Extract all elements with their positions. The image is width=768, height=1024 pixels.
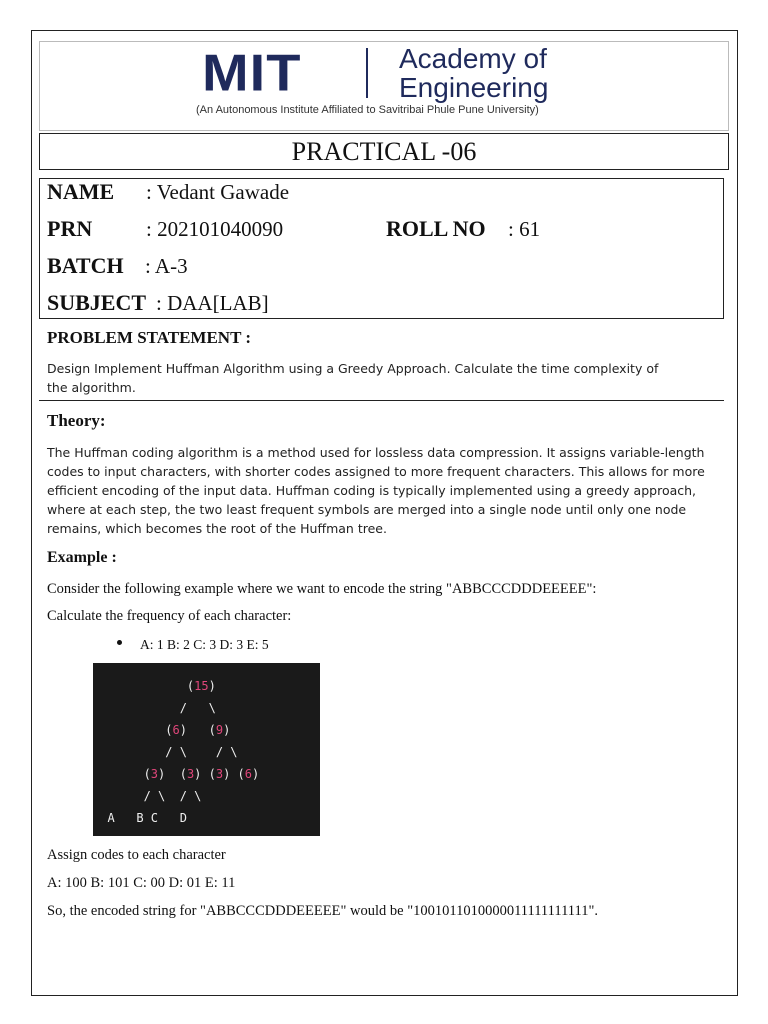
- huffman-tree-ascii: (15) / \ (6) (9) / \ / \ (3) (3) (3) (6) / \ / \ A B C D: [93, 679, 260, 825]
- theory-line: The Huffman coding algorithm is a method used for lossless data compression. It assigns variable-length: [47, 445, 705, 460]
- tree-letters: A B C D: [107, 811, 187, 825]
- codes-text: A: 100 B: 101 C: 00 D: 01 E: 11: [47, 875, 236, 891]
- problem-text: [47, 359, 658, 397]
- batch-label: BATCH: [47, 253, 124, 278]
- institute-affiliation: (An Autonomous Institute Affiliated to Savitribai Phule Pune University): [196, 104, 539, 116]
- theory-heading: Theory:: [47, 411, 106, 430]
- encoded-text: So, the encoded string for "ABBCCCDDDEEEEE" would be "1001011010000011111111111".: [47, 903, 598, 919]
- roll-label: ROLL NO: [386, 216, 486, 241]
- theory-line: remains, which becomes the root of the Huffman tree.: [47, 521, 387, 536]
- batch-value: : A-3: [145, 254, 188, 278]
- tree-leaf-value: 3: [215, 767, 224, 781]
- tree-left-value: 6: [172, 723, 180, 737]
- batch-row: [47, 254, 124, 278]
- tree-root-value: 15: [194, 679, 209, 693]
- institute-name-line2: Engineering: [399, 72, 549, 103]
- name-value: : Vedant Gawade: [146, 180, 290, 204]
- subject-label: SUBJECT: [47, 290, 147, 315]
- tree-leaf-value: 3: [186, 767, 195, 781]
- problem-line: Design Implement Huffman Algorithm using a Greedy Approach. Calculate the time complexity of: [47, 361, 659, 376]
- subject-value: : DAA[LAB]: [156, 291, 269, 315]
- huffman-tree-image: [93, 663, 320, 836]
- name-row: [47, 180, 114, 204]
- prn-label: PRN: [47, 216, 93, 241]
- example-heading: Example :: [47, 549, 117, 566]
- theory-line: codes to input characters, with shorter codes assigned to more frequent characters. This allows for more: [47, 464, 705, 479]
- institute-name-line1: Academy of: [399, 43, 547, 74]
- frequency-list: A: 1 B: 2 C: 3 D: 3 E: 5: [140, 637, 269, 652]
- roll-row: [386, 217, 486, 241]
- problem-line: the algorithm.: [47, 380, 136, 395]
- institute-name: [399, 44, 548, 102]
- header-banner: [39, 41, 729, 131]
- theory-text: [47, 443, 705, 538]
- tree-right-value: 9: [215, 723, 224, 737]
- theory-line: where at each step, the two least frequent symbols are merged into a single node until only one node: [47, 502, 687, 517]
- page-title: PRACTICAL -06: [39, 133, 729, 170]
- name-label: NAME: [47, 179, 115, 204]
- tree-leaf-value: 3: [150, 767, 159, 781]
- theory-line: efficient encoding of the input data. Huffman coding is typically implemented using a greedy approach,: [47, 483, 697, 498]
- prn-value: : 202101040090: [146, 217, 284, 241]
- subject-row: [47, 291, 146, 315]
- section-divider: [39, 400, 724, 401]
- assign-text: Assign codes to each character: [47, 847, 226, 863]
- bullet-icon: [117, 640, 122, 645]
- tree-leaf-value: 6: [244, 767, 253, 781]
- institute-logo: MIT: [202, 43, 302, 102]
- problem-heading: PROBLEM STATEMENT :: [47, 328, 252, 347]
- example-intro: Consider the following example where we want to encode the string "ABBCCCDDDEEEEE":: [47, 581, 597, 597]
- prn-row: [47, 217, 92, 241]
- logo-divider: [366, 48, 368, 98]
- roll-value: : 61: [508, 217, 541, 241]
- frequency-intro: Calculate the frequency of each character:: [47, 608, 292, 624]
